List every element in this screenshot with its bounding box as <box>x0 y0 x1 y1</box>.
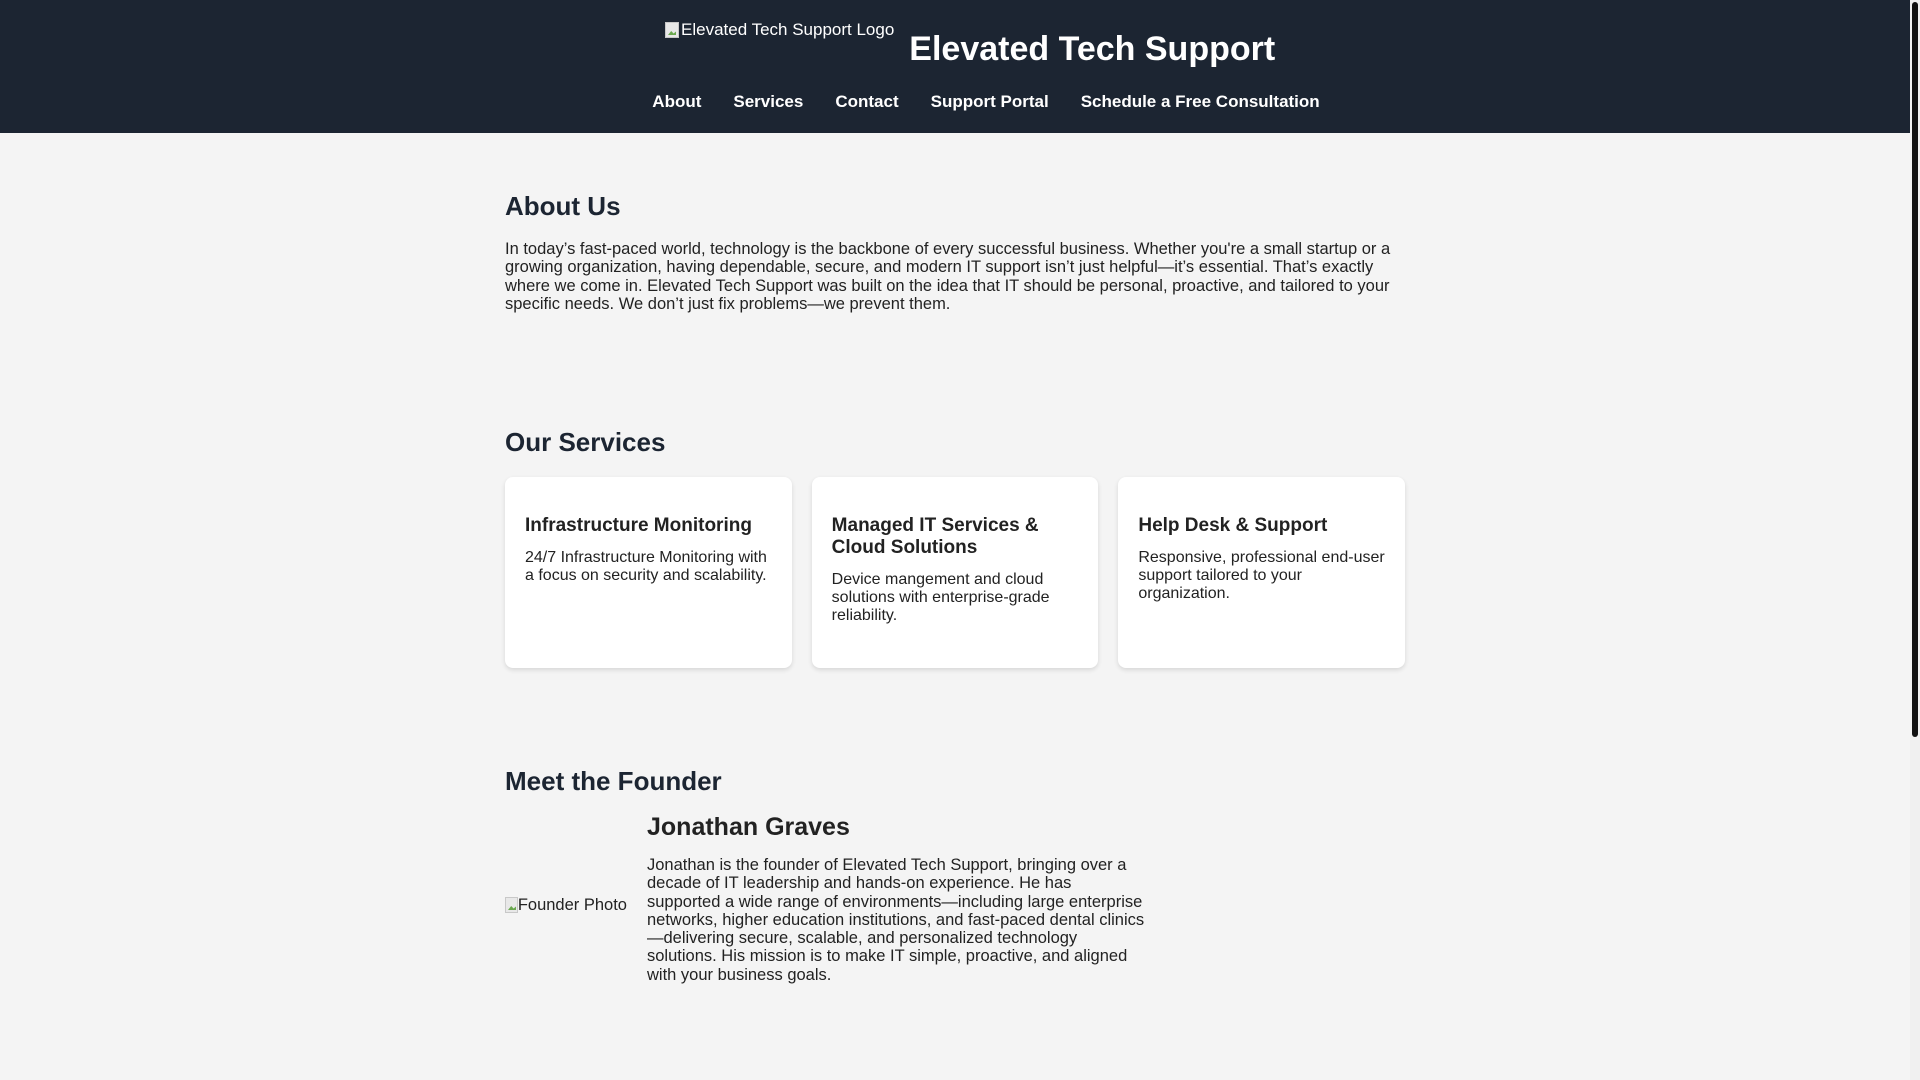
about-text: In today’s fast-paced world, technology is the backbone of every successful business. Whether you're a small startup or a growing organization, having dependable, secure, and modern IT support isn’t just helpful—it’s essential. That’s exactly where we come in. Elevated Tech Support was built on the idea that IT should be personal, proactive, and tailored to your specific needs. We don’t just fix problems—we prevent them. <box>505 240 1391 313</box>
founder-bio: Jonathan is the founder of Elevated Tech Support, bringing over a decade of IT leadership and hands-on experience. He has supported a wide range of environments—including large enterprise networks, higher education institutions, and fast-paced dental clinics—delivering secure, scalable, and personalized technology solutions. His mission is to make IT simple, proactive, and aligned with your business goals. <box>647 856 1145 984</box>
vertical-scrollbar[interactable] <box>1910 0 1920 1080</box>
founder-photo-alt: Founder Photo <box>517 895 627 914</box>
scrollbar-thumb[interactable] <box>1912 2 1918 737</box>
broken-image-icon <box>665 22 679 38</box>
service-card-text: Responsive, professional end-user support tailored to your organization. <box>1138 549 1385 602</box>
services-cards <box>505 477 1405 668</box>
founder-photo <box>505 813 627 915</box>
site-title: Elevated Tech Support <box>909 30 1276 68</box>
broken-image-icon <box>505 897 518 913</box>
founder-name: Jonathan Graves <box>647 813 850 841</box>
nav-services[interactable]: Services <box>733 92 804 111</box>
founder-heading: Meet the Founder <box>505 766 722 796</box>
brand <box>665 18 1275 69</box>
service-card-help-desk <box>1118 477 1405 668</box>
founder-section <box>505 813 1405 984</box>
service-card-title: Managed IT Services & Cloud Solutions <box>831 515 1039 558</box>
service-card-infrastructure <box>505 477 792 668</box>
nav-contact[interactable]: Contact <box>835 92 899 111</box>
nav-schedule-consultation[interactable]: Schedule a Free Consultation <box>1080 92 1320 111</box>
nav-support-portal[interactable]: Support Portal <box>930 92 1049 111</box>
founder-info <box>647 813 1147 984</box>
service-card-title: Help Desk & Support <box>1138 515 1328 536</box>
logo <box>665 20 894 40</box>
logo-alt-text: Elevated Tech Support Logo <box>681 20 895 39</box>
main-nav <box>0 92 1910 112</box>
service-card-text: 24/7 Infrastructure Monitoring with a focus on security and scalability. <box>525 549 767 584</box>
nav-about[interactable]: About <box>652 92 702 111</box>
service-card-managed-it <box>812 477 1099 668</box>
services-heading: Our Services <box>505 427 666 457</box>
service-card-text: Device mangement and cloud solutions with enterprise-grade reliability. <box>831 571 1050 624</box>
about-heading: About Us <box>505 191 621 221</box>
service-card-title: Infrastructure Monitoring <box>525 515 752 536</box>
site-header <box>0 0 1910 133</box>
